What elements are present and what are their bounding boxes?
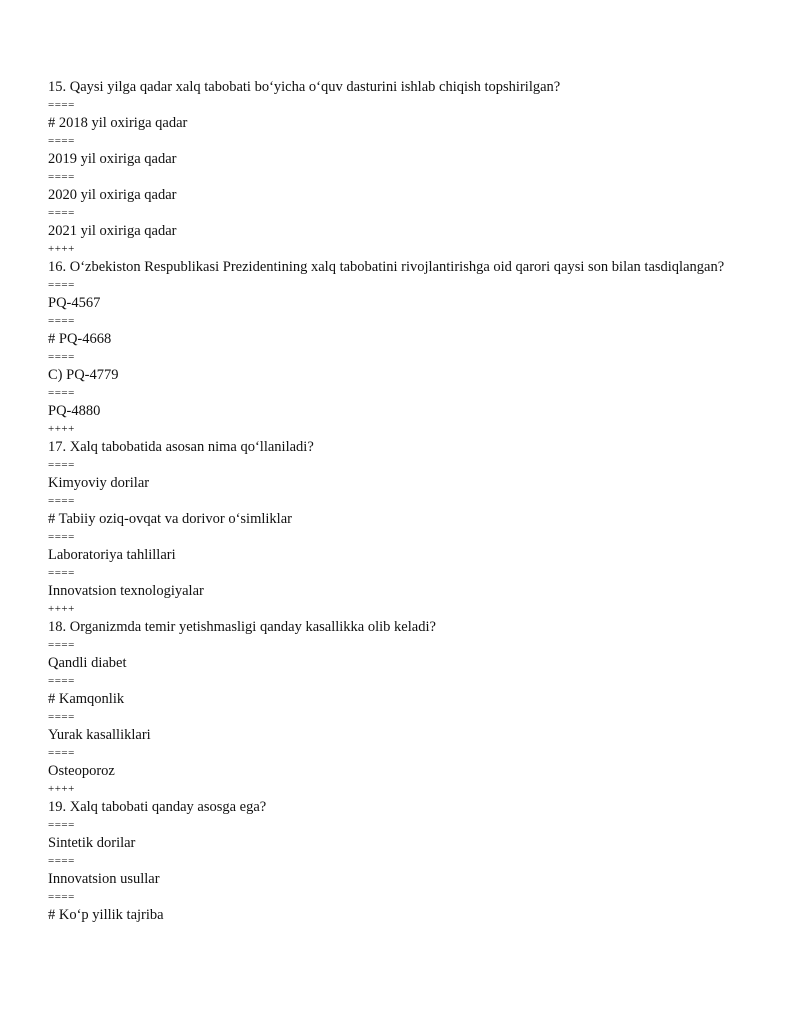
quiz-document (48, 78, 748, 924)
separator-line: ==== (48, 459, 75, 471)
separator-line: ==== (48, 747, 75, 759)
separator-line: ==== (48, 855, 75, 867)
answer-option: Qandli diabet (48, 655, 127, 671)
separator-line: ++++ (48, 243, 75, 255)
answer-option: Innovatsion usullar (48, 871, 160, 887)
separator-line: ==== (48, 495, 75, 507)
answer-option: Innovatsion texnologiyalar (48, 583, 204, 599)
answer-option: Laboratoriya tahlillari (48, 547, 176, 563)
separator-line: ++++ (48, 783, 75, 795)
separator-line: ==== (48, 531, 75, 543)
separator-line: ==== (48, 135, 75, 147)
separator-line: ++++ (48, 603, 75, 615)
separator-line: ==== (48, 711, 75, 723)
separator-line: ==== (48, 351, 75, 363)
answer-option: # 2018 yil oxiriga qadar (48, 115, 188, 131)
answer-option: 2019 yil oxiriga qadar (48, 151, 177, 167)
answer-option: C) PQ-4779 (48, 367, 119, 383)
separator-line: ==== (48, 819, 75, 831)
question-text: 17. Xalq tabobatida asosan nima qo‘llaniladi? (48, 439, 314, 455)
separator-line: ==== (48, 315, 75, 327)
question-text: 15. Qaysi yilga qadar xalq tabobati bo‘yicha o‘quv dasturini ishlab chiqish topshirilgan? (48, 79, 561, 95)
answer-option: Kimyoviy dorilar (48, 475, 150, 491)
separator-line: ++++ (48, 423, 75, 435)
separator-line: ==== (48, 171, 75, 183)
question-text: 18. Organizmda temir yetishmasligi qanday kasallikka olib keladi? (48, 619, 436, 635)
answer-option: # PQ-4668 (48, 331, 112, 347)
question-text: 16. O‘zbekiston Respublikasi Prezidentining xalq tabobatini rivojlantirishga oid qarori qaysi son bilan tasdiqlangan? (48, 259, 725, 275)
separator-line: ==== (48, 279, 75, 291)
answer-option: 2021 yil oxiriga qadar (48, 223, 177, 239)
separator-line: ==== (48, 639, 75, 651)
answer-option: Yurak kasalliklari (48, 727, 151, 743)
answer-option: # Tabiiy oziq-ovqat va dorivor o‘simliklar (48, 511, 292, 527)
answer-option: 2020 yil oxiriga qadar (48, 187, 177, 203)
separator-line: ==== (48, 891, 75, 903)
answer-option: Sintetik dorilar (48, 835, 136, 851)
answer-option: # Ko‘p yillik tajriba (48, 907, 164, 923)
answer-option: PQ-4880 (48, 403, 101, 419)
separator-line: ==== (48, 387, 75, 399)
separator-line: ==== (48, 567, 75, 579)
answer-option: PQ-4567 (48, 295, 101, 311)
separator-line: ==== (48, 99, 75, 111)
answer-option: Osteoporoz (48, 763, 115, 779)
question-text: 19. Xalq tabobati qanday asosga ega? (48, 799, 267, 815)
separator-line: ==== (48, 207, 75, 219)
answer-option: # Kamqonlik (48, 691, 125, 707)
separator-line: ==== (48, 675, 75, 687)
